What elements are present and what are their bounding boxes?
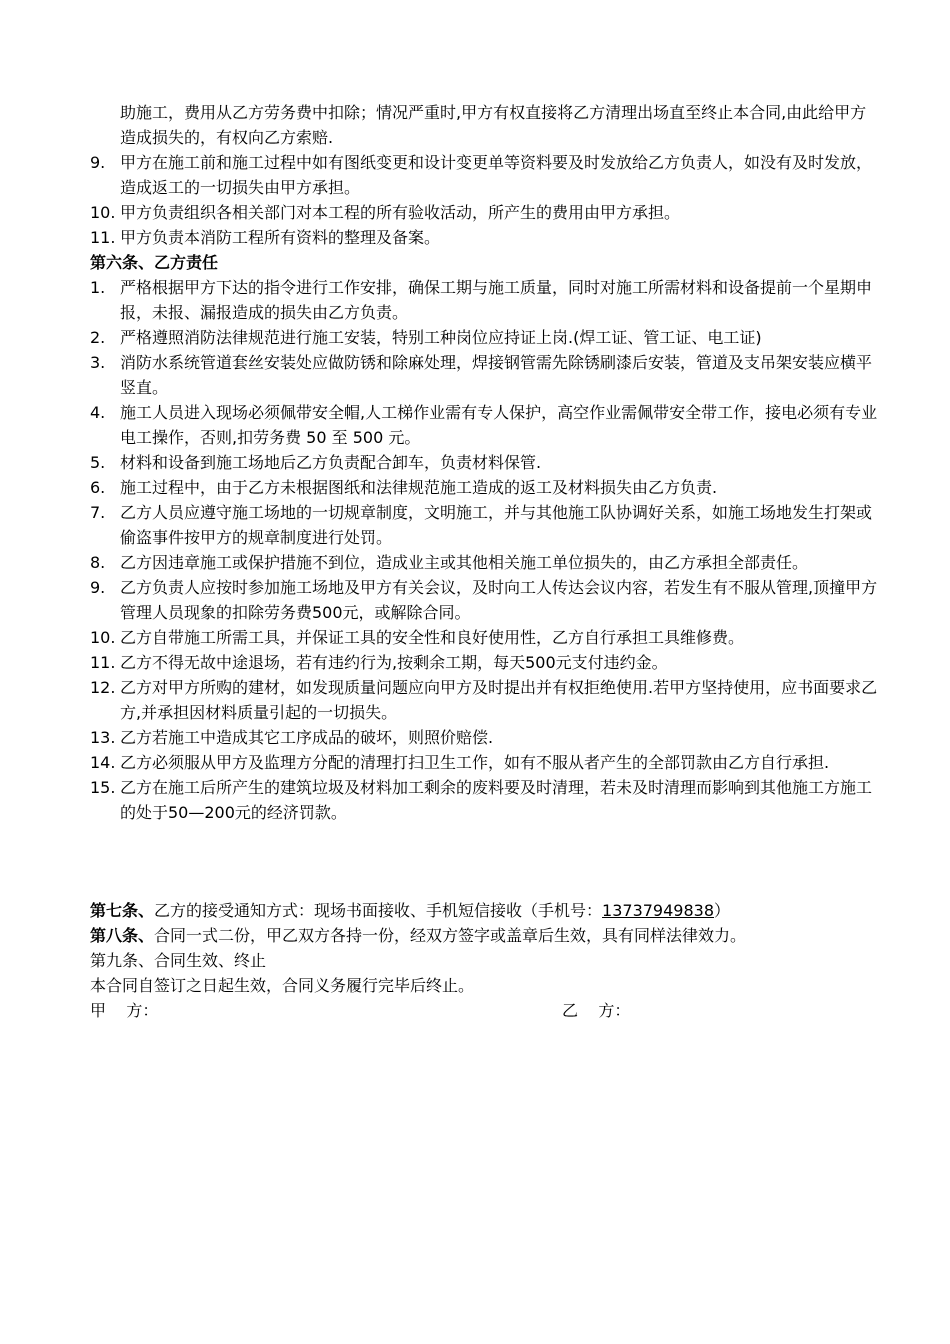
list-item bbox=[90, 350, 880, 400]
section-7-text: 乙方的接受通知方式：现场书面接收、手机短信接收（手机号： bbox=[154, 901, 603, 920]
item-text: 甲方负责组织各相关部门对本工程的所有验收活动，所产生的费用由甲方承担。 bbox=[120, 203, 681, 222]
list-item bbox=[90, 275, 880, 325]
item-number: 13. bbox=[90, 728, 116, 747]
list-item bbox=[90, 575, 880, 625]
item-number: 1. bbox=[90, 278, 106, 297]
item-number: 9. bbox=[90, 153, 106, 172]
item-number: 5. bbox=[90, 453, 106, 472]
party-a-signature-label: 甲 方： bbox=[90, 1001, 159, 1020]
list-item bbox=[90, 500, 880, 550]
list-item bbox=[90, 650, 880, 675]
list-item bbox=[90, 625, 880, 650]
phone-number: 13737949838 bbox=[602, 901, 715, 920]
item-number: 7. bbox=[90, 503, 106, 522]
item-text: 乙方自带施工所需工具，并保证工具的安全性和良好使用性，乙方自行承担工具维修费。 bbox=[120, 628, 745, 647]
list-item bbox=[90, 400, 880, 450]
item-number: 11. bbox=[90, 653, 116, 672]
item-number: 9. bbox=[90, 578, 106, 597]
item-text: 乙方人员应遵守施工场地的一切规章制度，文明施工，并与其他施工队协调好关系，如施工场地发生打架或偷盗事件按甲方的规章制度进行处罚。 bbox=[120, 503, 873, 547]
item-number: 12. bbox=[90, 678, 116, 697]
list-item bbox=[90, 675, 880, 725]
item-text: 严格遵照消防法律规范进行施工安装，特别工种岗位应持证上岗.(焊工证、管工证、电工证) bbox=[120, 328, 762, 347]
item-text: 甲方负责本消防工程所有资料的整理及备案。 bbox=[120, 228, 441, 247]
item-text: 乙方负责人应按时参加施工场地及甲方有关会议，及时向工人传达会议内容，若发生有不服从管理,顶撞甲方管理人员现象的扣除劳务费500元，或解除合同。 bbox=[120, 578, 878, 622]
item-text: 乙方对甲方所购的建材，如发现质量问题应向甲方及时提出并有权拒绝使用.若甲方坚持使用，应书面要求乙方,并承担因材料质量引起的一切损失。 bbox=[120, 678, 878, 722]
continuation-text: 助施工，费用从乙方劳务费中扣除；情况严重时,甲方有权直接将乙方清理出场直至终止本合同,由此给甲方造成损失的，有权向乙方索赔. bbox=[120, 103, 867, 147]
section-9-heading: 第九条、合同生效、终止 bbox=[90, 951, 267, 970]
item-text: 乙方因违章施工或保护措施不到位，造成业主或其他相关施工单位损失的，由乙方承担全部责任。 bbox=[120, 553, 809, 572]
list-item bbox=[90, 725, 880, 750]
party-a-list bbox=[90, 150, 880, 250]
item-text: 施工过程中，由于乙方未根据图纸和法律规范施工造成的返工及材料损失由乙方负责. bbox=[120, 478, 718, 497]
party-b-signature-label: 乙 方： bbox=[562, 1001, 631, 1020]
list-item bbox=[90, 775, 880, 825]
party-b-list bbox=[90, 275, 880, 825]
item-number: 4. bbox=[90, 403, 106, 422]
section-8-text: 合同一式二份，甲乙双方各持一份，经双方签字或盖章后生效，具有同样法律效力。 bbox=[154, 926, 747, 945]
list-item bbox=[90, 325, 880, 350]
section-7-close: ） bbox=[714, 901, 731, 920]
item-text: 乙方在施工后所产生的建筑垃圾及材料加工剩余的废料要及时清理，若未及时清理而影响到其他施工方施工的处于50—200元的经济罚款。 bbox=[120, 778, 873, 822]
section-8-label: 第八条、 bbox=[90, 926, 155, 945]
item-text: 甲方在施工前和施工过程中如有图纸变更和设计变更单等资料要及时发放给乙方负责人，如没有及时发放，造成返工的一切损失由甲方承担。 bbox=[120, 153, 873, 197]
item-text: 乙方必须服从甲方及监理方分配的清理打扫卫生工作，如有不服从者产生的全部罚款由乙方自行承担. bbox=[120, 753, 830, 772]
section-7-label: 第七条、 bbox=[90, 901, 155, 920]
section-8 bbox=[90, 923, 890, 948]
item-text: 材料和设备到施工场地后乙方负责配合卸车，负责材料保管. bbox=[120, 453, 542, 472]
item-number: 8. bbox=[90, 553, 106, 572]
continuation-paragraph bbox=[120, 100, 880, 150]
item-text: 严格根据甲方下达的指令进行工作安排，确保工期与施工质量，同时对施工所需材料和设备提前一个星期申报，未报、漏报造成的损失由乙方负责。 bbox=[120, 278, 873, 322]
item-text: 消防水系统管道套丝安装处应做防锈和除麻处理，焊接钢管需先除锈刷漆后安装，管道及支吊架安装应横平竖直。 bbox=[120, 353, 873, 397]
item-number: 10. bbox=[90, 628, 116, 647]
item-number: 14. bbox=[90, 753, 116, 772]
item-number: 6. bbox=[90, 478, 106, 497]
section-9-text: 本合同自签订之日起生效，合同义务履行完毕后终止。 bbox=[90, 976, 475, 995]
item-number: 11. bbox=[90, 228, 116, 247]
section-7 bbox=[90, 898, 880, 923]
list-item bbox=[90, 750, 880, 775]
item-number: 3. bbox=[90, 353, 106, 372]
list-item bbox=[90, 150, 880, 200]
item-text: 施工人员进入现场必须佩带安全帽,人工梯作业需有专人保护，高空作业需佩带安全带工作，接电必须有专业电工操作，否则,扣劳务费 50 至 500 元。 bbox=[120, 403, 878, 447]
list-item bbox=[90, 475, 880, 500]
item-text: 乙方若施工中造成其它工序成品的破坏，则照价赔偿. bbox=[120, 728, 494, 747]
section-6-heading: 第六条、乙方责任 bbox=[90, 253, 219, 272]
item-number: 15. bbox=[90, 778, 116, 797]
item-text: 乙方不得无故中途退场，若有违约行为,按剩余工期，每天500元支付违约金。 bbox=[120, 653, 668, 672]
list-item bbox=[90, 550, 880, 575]
item-number: 2. bbox=[90, 328, 106, 347]
list-item bbox=[90, 225, 880, 250]
list-item bbox=[90, 450, 880, 475]
item-number: 10. bbox=[90, 203, 116, 222]
list-item bbox=[90, 200, 880, 225]
